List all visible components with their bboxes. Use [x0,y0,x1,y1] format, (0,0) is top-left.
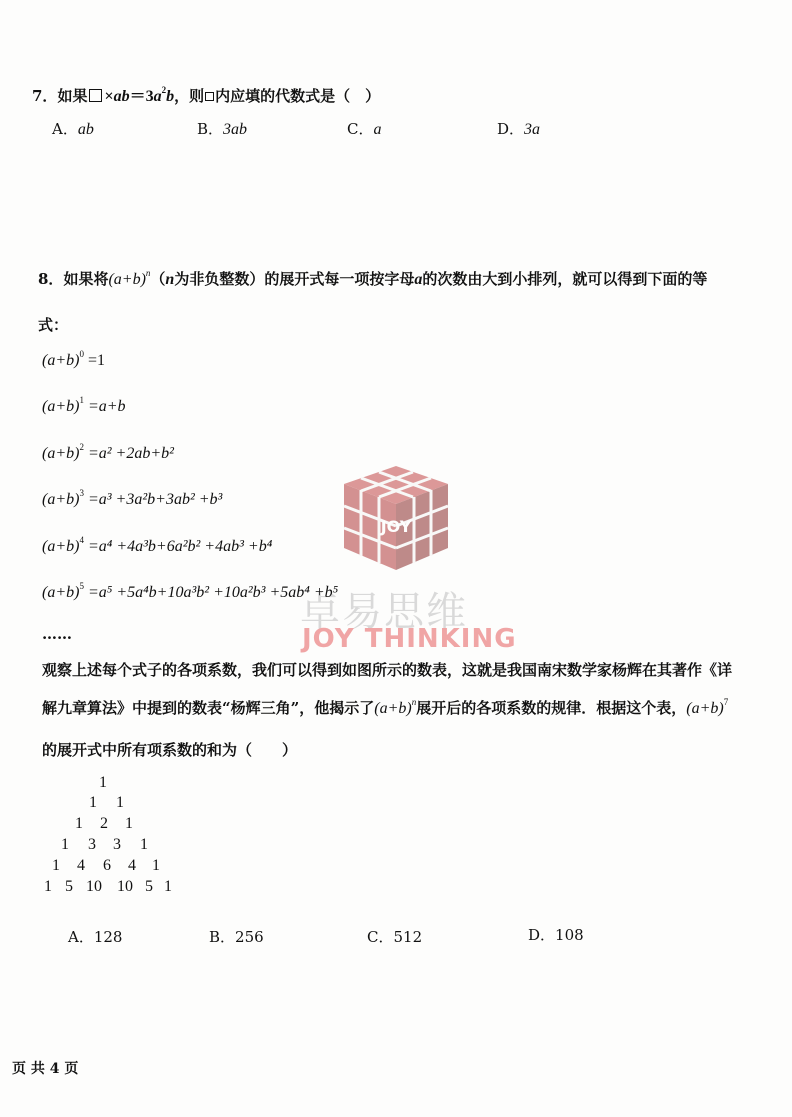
triangle-cell: 2 [100,815,108,832]
equation-exponent: 4 [79,535,84,545]
triangle-cell: 3 [88,836,96,853]
triangle-cell: 5 [145,878,153,895]
equation-rhs: =1 [87,352,105,369]
blank-box-icon [89,89,102,102]
exponent: 2 [161,85,167,95]
option-label: B． [197,120,224,138]
option-a[interactable] [68,926,122,947]
equation-exponent: 0 [79,349,84,359]
watermark-english: JOY THINKING [302,624,517,654]
exponent-n: n [145,268,151,278]
binomial-expr: (a+b) [108,271,146,288]
option-value: ab [77,121,94,138]
question-text: 为非负整数）的展开式每一项按字母 [174,270,415,288]
equation-rhs: =a² +2ab+b² [87,445,174,462]
watermark-chinese: 卓易思维 [300,589,468,635]
option-value: 3a [524,121,541,138]
exponent-7: 7 [723,697,729,707]
ellipsis: …… [42,625,72,643]
term-ab: ab [113,88,130,105]
joy-thinking-logo-watermark [334,462,458,574]
exponent-n: n [411,697,417,707]
triangle-cell: 10 [86,878,102,895]
triangle-cell: 1 [140,836,148,853]
equation-5: $(a+b)^5 =a^5 +5a^4b+10a^3b^2 +10a^2b^3 +5ab^4 +b^5$ [42,581,339,601]
question-text: ，则 [174,87,205,105]
option-label: A． [68,928,94,946]
triangle-cell: 6 [103,857,111,874]
var-a: a [414,271,423,288]
question-text: 如果将 [63,270,109,288]
triangle-cell: 1 [116,794,124,811]
times-sign: × [104,88,114,105]
triangle-cell: 1 [61,836,69,853]
equation-exponent: 5 [79,581,84,591]
option-b[interactable] [209,926,264,947]
page-footer: 页 共 4 页 [12,1061,79,1077]
option-value: 256 [235,928,264,946]
equation-rhs: =a³ +3a²b+3ab² +b³ [87,491,223,508]
question-text: （ [150,270,166,288]
option-c[interactable] [367,926,422,947]
question-number: 7． [32,87,58,105]
equation-exponent: 3 [79,488,84,498]
option-label: B． [209,928,236,946]
triangle-cell: 1 [99,774,107,791]
option-value: a [373,121,382,138]
option-value: 108 [555,926,584,944]
question-text: 内应填的代数式是（ ） [215,87,381,105]
question-text: 的次数由大到小排列，就可以得到下面的等 [422,270,708,288]
question-8-line1 [38,268,707,289]
small-box-icon [205,92,214,101]
equation-exponent: 1 [79,395,84,405]
var-b: b [166,88,175,105]
equation-rhs: =a+b [87,398,126,415]
paragraph-text: 展开后的各项系数的规律．根据这个表， [416,699,687,717]
option-d[interactable] [497,118,540,139]
option-value: 128 [93,928,123,946]
option-label: C． [367,928,394,946]
triangle-cell: 5 [65,878,73,895]
triangle-cell: 1 [152,857,160,874]
triangle-cell: 1 [75,815,83,832]
equation-2: $(a+b)^2 =a^2 +2ab+b^2$ [42,442,174,462]
equation-1: $(a+b)^1 =a+b$ [42,395,126,415]
equation-0: $(a+b)^0 =1$ [42,349,105,369]
yang-hui-triangle [30,774,210,898]
equation-rhs: =a⁴ +4a³b+6a²b² +4ab³ +b⁴ [87,538,273,555]
equation-4: $(a+b)^4 =a^4 +4a^3b+6a^2b^2 +4ab^3 +b^4$ [42,535,273,555]
equation-exponent: 2 [79,442,84,452]
equals-three: ＝3 [129,88,154,105]
triangle-cell: 1 [125,815,133,832]
option-label: C． [347,120,374,138]
triangle-cell: 4 [128,857,136,874]
triangle-cell: 1 [52,857,60,874]
triangle-cell: 3 [113,836,121,853]
triangle-cell: 1 [164,878,172,895]
equation-3: $(a+b)^3 =a^3 +3a^2b+3ab^2 +b^3$ [42,488,223,508]
question-8-line2: 式： [38,316,69,334]
var-n: n [165,271,175,288]
triangle-cell: 10 [117,878,133,895]
var-a: a [153,88,162,105]
option-label: A． [52,120,78,138]
triangle-cell: 1 [44,878,52,895]
paragraph-line3: 的展开式中所有项系数的和为（ ） [42,741,298,759]
question-7 [32,83,380,106]
binomial-expr: (a+b) [686,700,724,717]
binomial-expr: (a+b) [374,700,412,717]
option-b[interactable] [197,118,247,139]
option-d[interactable] [528,924,584,945]
option-label: D． [528,926,556,944]
option-label: D． [497,120,525,138]
triangle-cell: 4 [77,857,85,874]
paragraph-text: 解九章算法》中提到的数表“杨辉三角”，他揭示了 [42,699,375,717]
option-value: 512 [393,928,423,946]
paragraph-line2 [42,698,728,719]
question-text: 如果 [57,87,88,105]
option-a[interactable] [52,118,94,139]
triangle-cell: 1 [89,794,97,811]
option-value: 3ab [223,121,248,138]
paragraph-line1: 观察上述每个式子的各项系数，我们可以得到如图所示的数表，这就是我国南宋数学家杨辉在其著作《详 [42,661,733,679]
question-number: 8． [38,270,64,288]
logo-text: JOY [380,517,412,536]
option-c[interactable] [347,118,381,139]
equation-rhs: =a⁵ +5a⁴b+10a³b² +10a²b³ +5ab⁴ +b⁵ [87,584,339,601]
